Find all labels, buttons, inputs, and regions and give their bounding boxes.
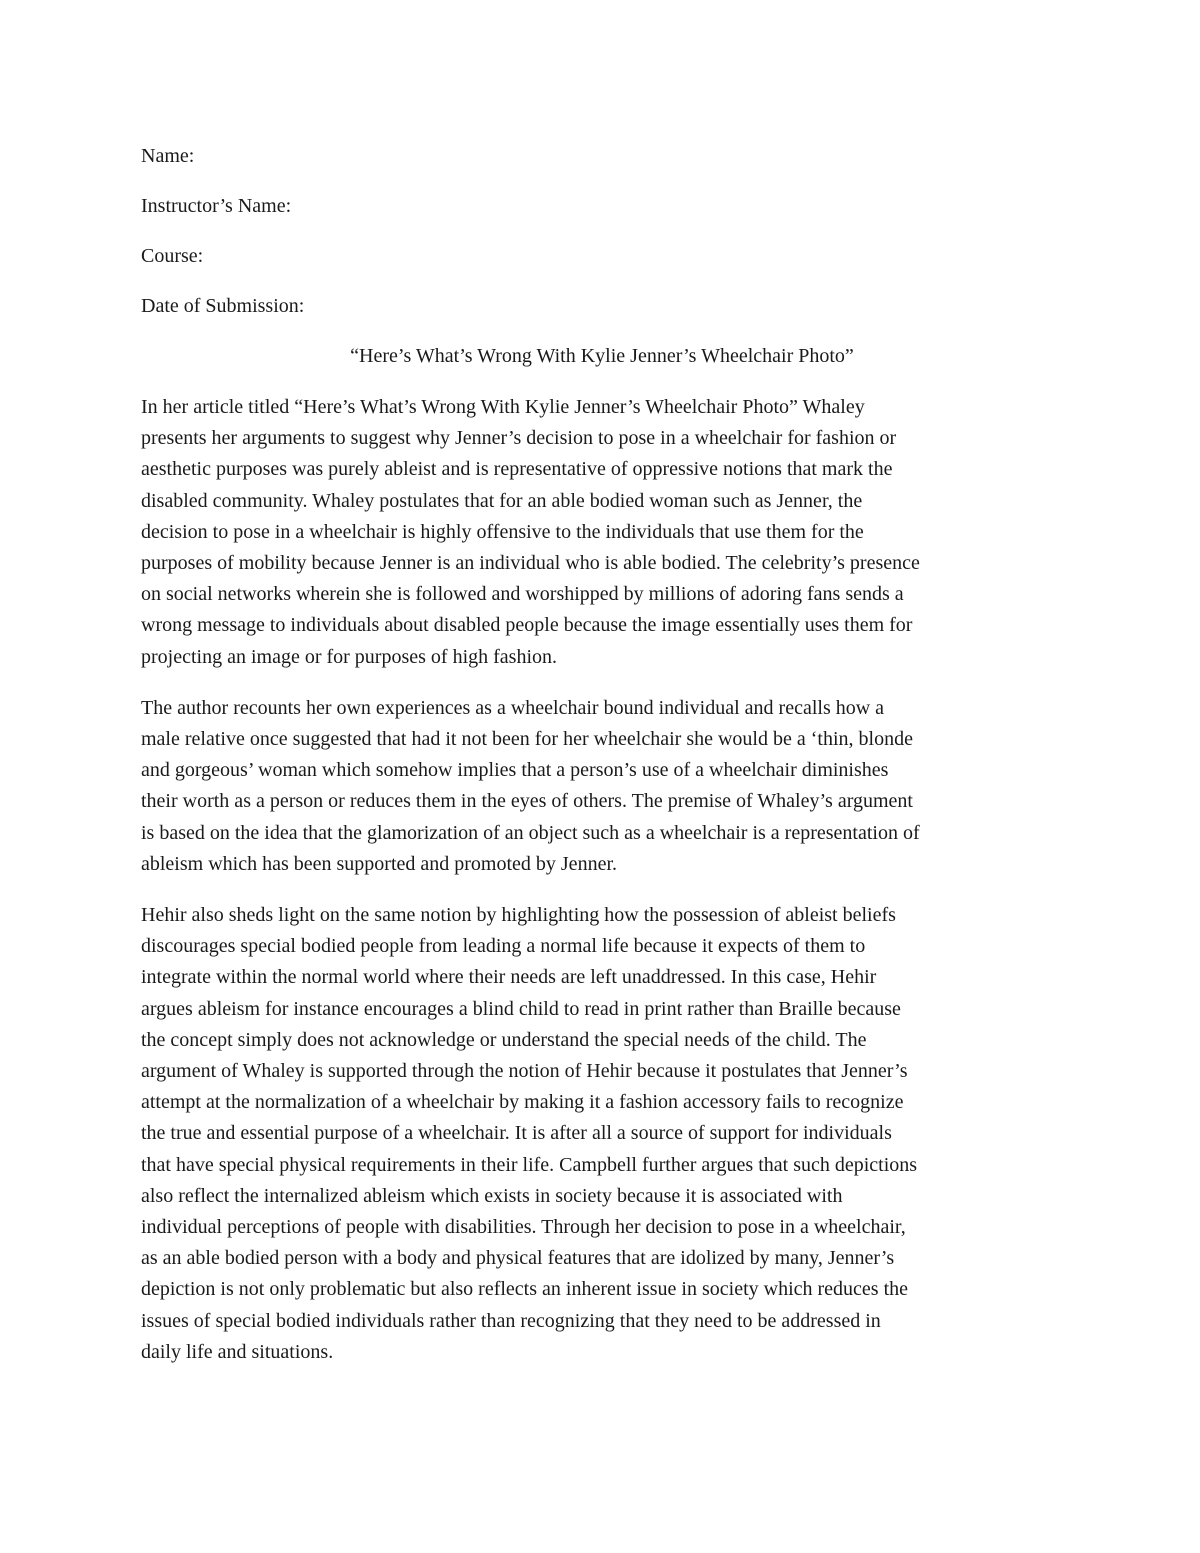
- paragraph-line: decision to pose in a wheelchair is highly offensive to the individuals that use them for the: [141, 520, 864, 543]
- paragraph-line: In her article titled “Here’s What’s Wrong With Kylie Jenner’s Wheelchair Photo” Whaley: [141, 396, 865, 418]
- paragraph-line: that have special physical requirements in their life. Campbell further argues that such depictions: [141, 1153, 918, 1176]
- paragraph-line: argument of Whaley is supported through the notion of Hehir because it postulates that Jenner’s: [141, 1060, 908, 1083]
- instructor-name-label: Instructor’s Name:: [141, 195, 292, 217]
- paragraph-line: and gorgeous’ woman which somehow implies that a person’s use of a wheelchair diminishes: [141, 759, 889, 782]
- paragraph-line: Hehir also sheds light on the same notion by highlighting how the possession of ableist beliefs: [141, 904, 896, 927]
- paragraph-3: [141, 900, 1063, 1368]
- paragraph-line: the true and essential purpose of a wheelchair. It is after all a source of support for individuals: [141, 1122, 892, 1145]
- paragraph-line: purposes of mobility because Jenner is an individual who is able bodied. The celebrity’s presence: [141, 552, 920, 575]
- paragraph-line: male relative once suggested that had it not been for her wheelchair she would be a ‘thin, blonde: [141, 728, 913, 751]
- paragraph-line: individual perceptions of people with disabilities. Through her decision to pose in a wheelchair,: [141, 1216, 906, 1239]
- paragraph-line: presents her arguments to suggest why Jenner’s decision to pose in a wheelchair for fashion or: [141, 427, 897, 450]
- paragraph-line: on social networks wherein she is followed and worshipped by millions of adoring fans sends a: [141, 583, 904, 606]
- paragraph-line: attempt at the normalization of a wheelchair by making it a fashion accessory fails to recognize: [141, 1091, 904, 1114]
- paragraph-line: also reflect the internalized ableism which exists in society because it is associated with: [141, 1184, 843, 1207]
- submission-date-label: Date of Submission:: [141, 295, 305, 317]
- paragraph-line: daily life and situations.: [141, 1340, 334, 1363]
- paragraph-line: argues ableism for instance encourages a blind child to read in print rather than Braille because: [141, 997, 901, 1020]
- paragraph-line: their worth as a person or reduces them in the eyes of others. The premise of Whaley’s argument: [141, 790, 913, 813]
- paragraph-1: [141, 392, 1063, 673]
- paragraph-line: disabled community. Whaley postulates that for an able bodied woman such as Jenner, the: [141, 489, 863, 512]
- paragraph-line: as an able bodied person with a body and physical features that are idolized by many, Jenner’s: [141, 1247, 895, 1270]
- paragraph-line: issues of special bodied individuals rather than recognizing that they need to be addressed in: [141, 1309, 881, 1332]
- name-label: Name:: [141, 145, 195, 167]
- paragraph-line: ableism which has been supported and promoted by Jenner.: [141, 852, 617, 875]
- paragraph-line: The author recounts her own experiences as a wheelchair bound individual and recalls how a: [141, 696, 885, 719]
- paragraph-line: the concept simply does not acknowledge or understand the special needs of the child. The: [141, 1028, 867, 1051]
- paragraph-line: wrong message to individuals about disabled people because the image essentially uses them for: [141, 614, 913, 637]
- paragraph-line: projecting an image or for purposes of high fashion.: [141, 645, 558, 668]
- document-body: [141, 141, 1063, 1388]
- paragraph-line: depiction is not only problematic but also reflects an inherent issue in society which reduces the: [141, 1278, 909, 1301]
- document-title: “Here’s What’s Wrong With Kylie Jenner’s Wheelchair Photo”: [350, 345, 854, 367]
- paragraph-line: is based on the idea that the glamorization of an object such as a wheelchair is a representation of: [141, 821, 920, 844]
- paragraph-line: aesthetic purposes was purely ableist and is representative of oppressive notions that mark the: [141, 458, 893, 481]
- paragraph-2: [141, 693, 1063, 880]
- course-label: Course:: [141, 245, 204, 267]
- paragraph-line: integrate within the normal world where their needs are left unaddressed. In this case, Hehir: [141, 966, 877, 989]
- paragraph-line: discourages special bodied people from leading a normal life because it expects of them to: [141, 935, 866, 958]
